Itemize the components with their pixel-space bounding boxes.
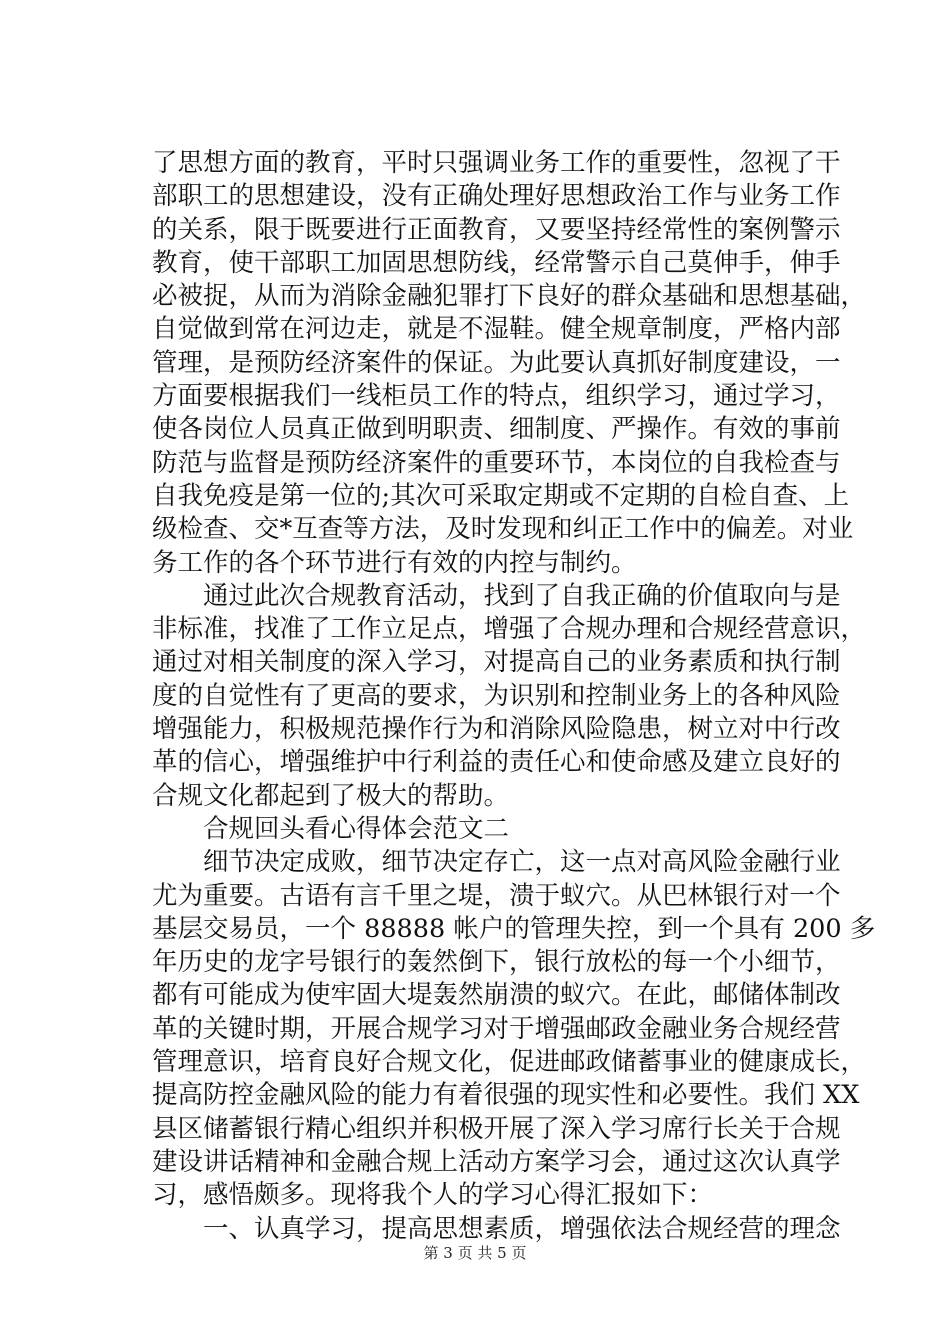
text-line: 革的信心，增强维护中行利益的责任心和使命感及建立良好的 xyxy=(152,747,841,778)
text-line: 尤为重要。古语有言千里之堤，溃于蚁穴。从巴林银行对一个 xyxy=(152,880,841,911)
text-line: 的关系，限于既要进行正面教育，又要坚持经常性的案例警示 xyxy=(152,214,841,245)
text-line: 合规回头看心得体会范文二 xyxy=(152,813,510,844)
text-line: 防范与监督是预防经济案件的重要环节，本岗位的自我检查与 xyxy=(152,447,841,478)
page-footer: 第 3 页 共 5 页 xyxy=(423,1244,527,1262)
text-line: 都有可能成为使牢固大堤轰然崩溃的蚁穴。在此，邮储体制改 xyxy=(152,980,841,1011)
text-line: 教育，使干部职工加固思想防线，经常警示自己莫伸手，伸手 xyxy=(152,247,841,278)
text-line: 必被捉，从而为消除金融犯罪打下良好的群众基础和思想基础， xyxy=(152,281,867,312)
text-line: 自觉做到常在河边走，就是不湿鞋。健全规章制度，严格内部 xyxy=(152,314,841,345)
text-line: 通过此次合规教育活动，找到了自我正确的价值取向与是 xyxy=(152,580,841,611)
text-line: 级检查、交*互查等方法，及时发现和纠正工作中的偏差。对业 xyxy=(152,514,854,545)
text-line: 管理，是预防经济案件的保证。为此要认真抓好制度建设，一 xyxy=(152,347,841,378)
text-line: 方面要根据我们一线柜员工作的特点，组织学习，通过学习， xyxy=(152,381,841,412)
body-text xyxy=(152,147,876,1246)
text-line: 自我免疫是第一位的;其次可采取定期或不定期的自检自查、上 xyxy=(152,480,850,511)
text-line: 管理意识，培育良好合规文化，促进邮政储蓄事业的健康成长， xyxy=(152,1047,867,1078)
text-line: 建设讲话精神和金融合规上活动方案学习会，通过这次认真学 xyxy=(152,1146,841,1177)
text-line: 部职工的思想建设，没有正确处理好思想政治工作与业务工作 xyxy=(152,181,841,212)
text-line: 度的自觉性有了更高的要求，为识别和控制业务上的各种风险 xyxy=(152,680,841,711)
text-line: 一、认真学习，提高思想素质，增强依法合规经营的理念 xyxy=(152,1213,841,1244)
text-line: 非标准，找准了工作立足点，增强了合规办理和合规经营意识， xyxy=(152,614,867,645)
text-line: 通过对相关制度的深入学习，对提高自己的业务素质和执行制 xyxy=(152,647,841,678)
text-line: 细节决定成败，细节决定存亡，这一点对高风险金融行业 xyxy=(152,847,841,878)
text-line: 合规文化都起到了极大的帮助。 xyxy=(152,780,510,811)
text-line: 提高防控金融风险的能力有着很强的现实性和必要性。我们 XX xyxy=(152,1080,860,1111)
text-line: 基层交易员，一个 88888 帐户的管理失控，到一个具有 200 多 xyxy=(152,913,876,944)
text-line: 习，感悟颇多。现将我个人的学习心得汇报如下： xyxy=(152,1180,714,1211)
text-line: 了思想方面的教育，平时只强调业务工作的重要性，忽视了干 xyxy=(152,148,841,178)
text-line: 县区储蓄银行精心组织并积极开展了深入学习席行长关于合规 xyxy=(152,1113,841,1144)
text-line: 增强能力，积极规范操作行为和消除风险隐患，树立对中行改 xyxy=(152,714,841,745)
text-line: 使各岗位人员真正做到明职责、细制度、严操作。有效的事前 xyxy=(152,414,841,445)
text-line: 革的关键时期，开展合规学习对于增强邮政金融业务合规经营 xyxy=(152,1013,841,1044)
text-line: 年历史的龙字号银行的轰然倒下，银行放松的每一个小细节， xyxy=(152,947,841,978)
text-line: 务工作的各个环节进行有效的内控与制约。 xyxy=(152,547,637,578)
